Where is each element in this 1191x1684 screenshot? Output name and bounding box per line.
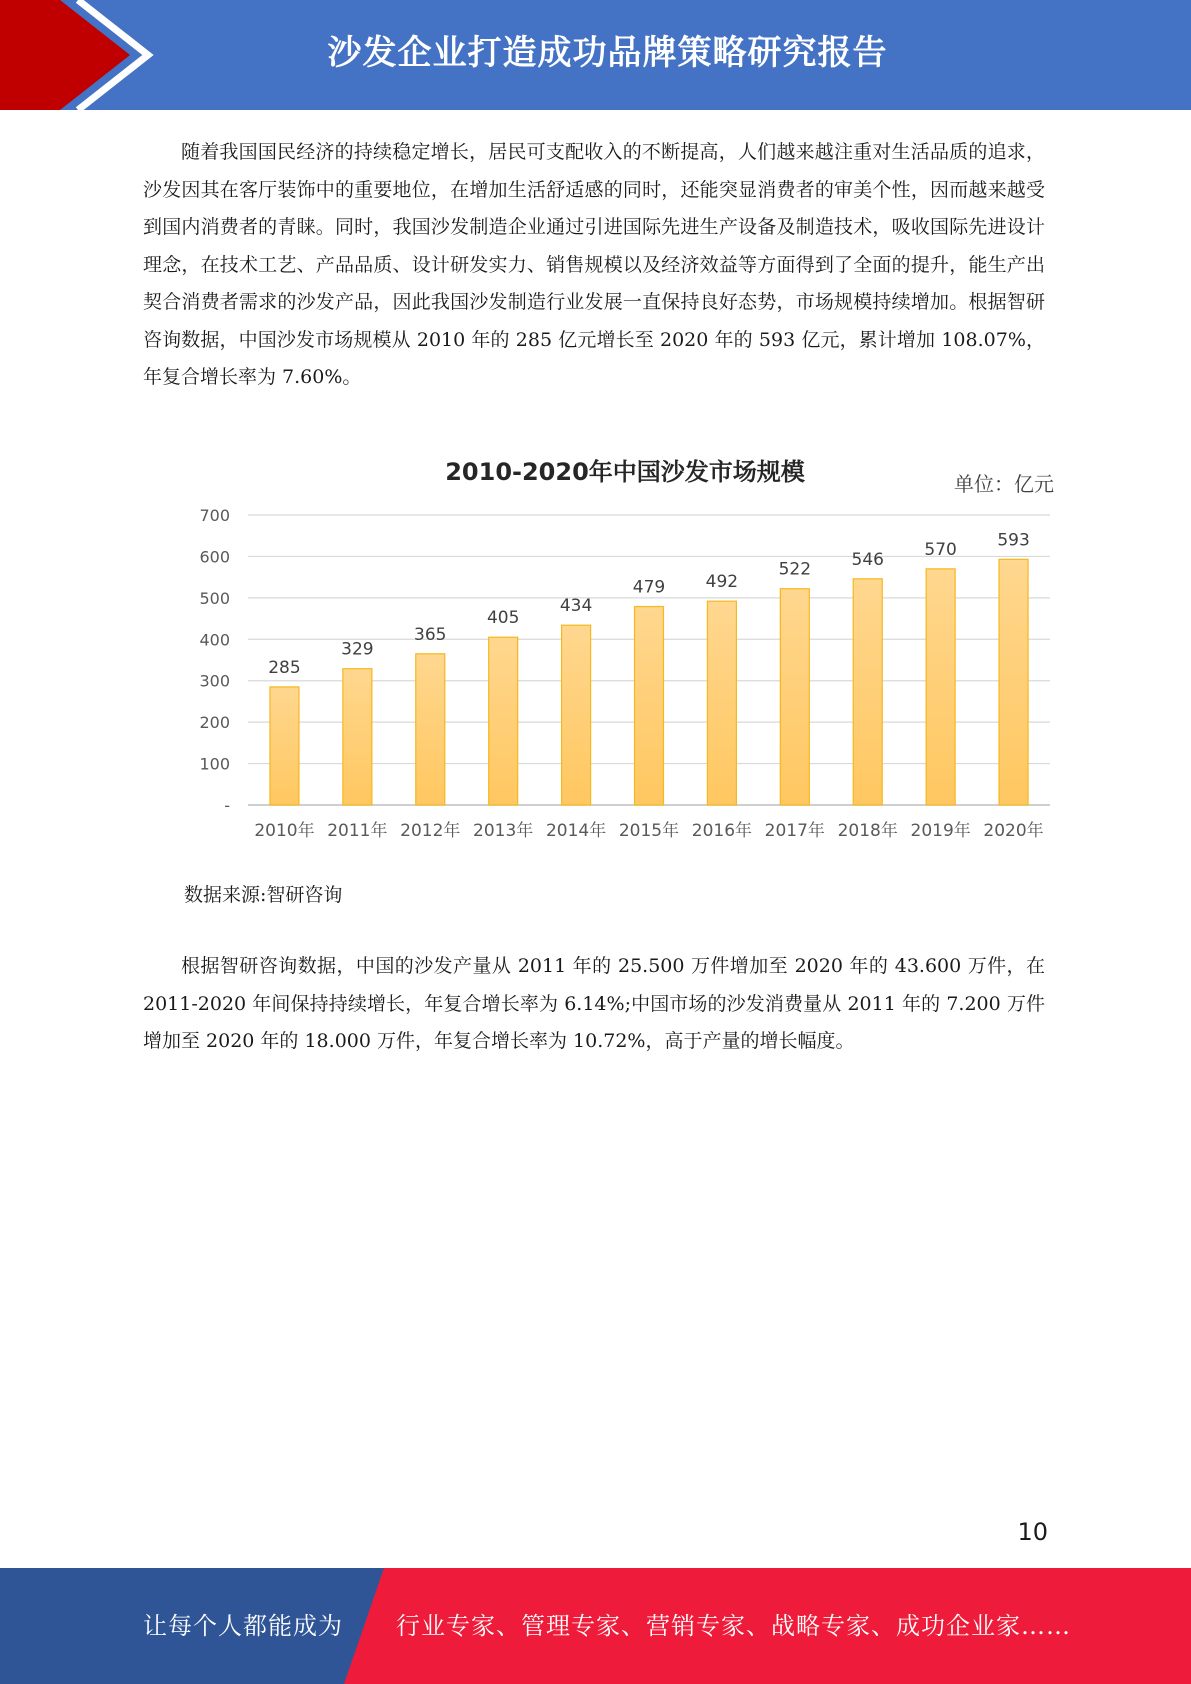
footer-roles: 行业专家、管理专家、营销专家、战略专家、成功企业家…… [396,1612,1071,1640]
intro-paragraph: 随着我国国民经济的持续稳定增长，居民可支配收入的不断提高，人们越来越注重对生活品质的追求，沙发因其在客厅装饰中的重要地位，在增加生活舒适感的同时，还能突显消费者的审美个性，因而越来越受到国内消费者的青睐。同时，我国沙发制造企业通过引进国际先进生产设备及制造技术，吸收国际先进设计理念，在技术工艺、产品品质、设计研发实力、销售规模以及经济效益等方面得到了全面的提升，能生产出契合消费者需求的沙发产品，因此我国沙发制造行业发展一直保持良好态势，市场规模持续增加。根据智研咨询数据，中国沙发市场规模从 2010 年的 285 亿元增长至 2020 年的 593 亿元，累计增加 108.07%，年复合增长率为 7.60%。 [143,141,1045,388]
data-label: 522 [778,559,812,580]
chart-unit: 单位：亿元 [954,472,1054,496]
data-label: 434 [559,596,593,617]
bar [999,559,1028,805]
x-axis-ticks [254,820,1043,841]
production-paragraph: 根据智研咨询数据，中国的沙发产量从 2011 年的 25.500 万件增加至 2020 年的 43.600 万件，在 2011-2020 年间保持持续增长，年复合增长率为 6.14%;中国市场的沙发消费量从 2011 年的 7.200 万件增加至 2020 年的 18.000 万件，年复合增长率为 10.72%，高于产量的增长幅度。 [143,955,1045,1052]
data-label: 570 [924,539,957,560]
bar [926,569,955,805]
bar [780,589,809,805]
page-number: 10 [1017,1518,1048,1546]
header-banner [0,0,1191,110]
x-tick-label: 2015年 [618,821,680,841]
x-tick-label: 2011年 [327,821,388,841]
data-label: 492 [705,572,739,593]
bar-chart-canvas [170,440,1080,850]
y-tick-label: - [224,796,230,815]
x-tick-label: 2017年 [764,821,825,841]
data-label: 593 [997,530,1030,551]
market-size-chart [170,440,1080,850]
y-tick-label: 600 [199,547,230,567]
x-tick-label: 2019年 [910,821,971,841]
x-tick-label: 2020年 [983,821,1044,841]
x-tick-label: 2014年 [545,821,607,841]
bar [853,579,882,805]
x-tick-label: 2012年 [400,821,461,841]
data-label: 329 [341,639,374,660]
data-label: 285 [268,657,301,678]
footer-banner [0,1568,1191,1684]
y-axis-ticks [199,506,230,815]
x-tick-label: 2010年 [254,821,315,841]
bar [416,654,445,805]
data-label: 365 [414,624,447,645]
footer-slogan: 让每个人都能成为 [143,1612,343,1640]
bar [635,607,664,805]
x-tick-label: 2013年 [473,821,534,841]
bar [270,687,299,805]
data-source: 数据来源:智研咨询 [184,884,343,906]
y-tick-label: 400 [199,630,230,650]
data-label: 405 [486,608,520,629]
y-tick-label: 700 [199,506,230,525]
chart-title: 2010-2020年中国沙发市场规模 [445,458,805,486]
x-tick-label: 2016年 [691,821,753,841]
bar [343,669,372,805]
y-tick-label: 300 [199,671,230,691]
bar [562,625,591,805]
data-label: 546 [851,549,884,570]
x-tick-label: 2018年 [837,821,898,841]
y-tick-label: 500 [199,588,230,608]
y-tick-label: 100 [199,754,230,774]
y-tick-label: 200 [199,713,230,733]
report-title: 沙发企业打造成功品牌策略研究报告 [327,33,888,73]
bar [489,637,518,805]
bar [707,601,736,805]
data-label: 479 [632,577,666,598]
